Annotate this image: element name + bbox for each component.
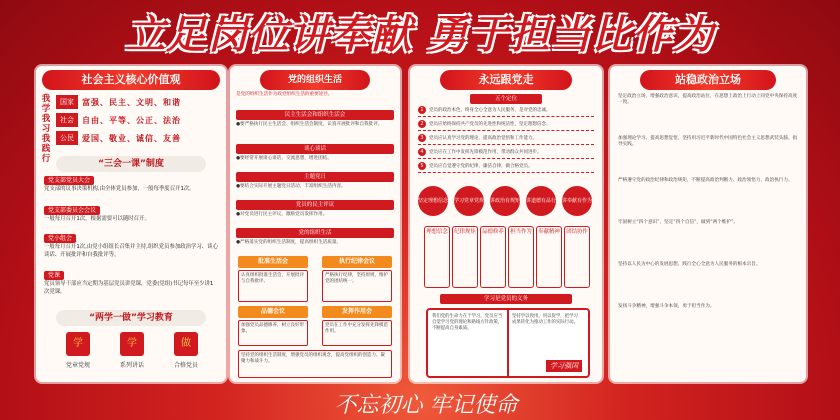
panel-core-values	[36, 66, 226, 382]
five-item: 3 党员应认真学习党的理论，提高政治觉悟和工作能力。	[418, 134, 594, 145]
liangxue-label: 合格党员	[173, 362, 198, 369]
item: 党小组会 一般每月召开1次,由党小组组长召集并主持,组织党员参加政治学习、谈心谈话、开展批评和自我批评等。	[44, 235, 218, 258]
value-row: 国家 富强、民主、文明、和谐	[56, 94, 181, 110]
side-text: 我学我习我践行	[41, 94, 51, 164]
study-badge: 学习强国	[546, 360, 582, 372]
liangxue-title: “两学一做”学习教育	[56, 310, 206, 326]
section-bar: 民主生活会和组织生活会	[236, 110, 394, 120]
section-bar: 党的组织生活	[236, 228, 394, 238]
zuo-icon: 做	[174, 332, 198, 356]
paragraph: 坚持以人民为中心的发展思想，践行全心全意为人民服务的根本宗旨。	[618, 262, 761, 267]
five-title: 五个定位	[470, 94, 542, 104]
intro-text: 是党的组织生活作为政党组织生活的重要途径。	[236, 92, 333, 97]
orange-tag: 品德会议	[238, 306, 308, 318]
orange-tag: 发挥作用会	[322, 306, 392, 318]
item: 党课 党员领导干部应当定期为基层党员讲党课，党委(党组)书记每年至少讲1次党课。	[44, 272, 214, 295]
book-title: 学习是党员的义务	[440, 294, 572, 304]
vertical-box: 奉献精神	[536, 226, 562, 288]
panel-follow-party	[410, 66, 602, 382]
paragraph: 加强理论学习，提高思想觉悟，坚持用习近平新时代中国特色社会主义思想武装头脑、指导实践。	[618, 136, 798, 148]
values-list	[56, 94, 181, 148]
value-row: 公民 爱国、敬业、诚信、友善	[56, 130, 181, 146]
circle-badge: 讲道德有品行	[526, 186, 556, 216]
xue-icon: 学	[120, 332, 144, 356]
item: 党支部委员会会议 一般每月召开1次，根据需要可以随时召开。	[44, 207, 150, 222]
paragraph: 严格遵守党的政治纪律和政治规矩，不断提高政治判断力、政治领悟力、政治执行力。	[618, 178, 793, 183]
vertical-box: 纪律规矩	[452, 226, 478, 288]
paragraph: 牢固树立“四个意识”，坚定“四个自信”，做到“两个维护”。	[618, 220, 738, 225]
section-bar: 主题党日	[236, 172, 394, 182]
panel-title: 党的组织生活	[260, 70, 370, 90]
panel-political-stance	[610, 66, 806, 382]
panel-title: 永远跟党走	[440, 70, 572, 90]
value-row: 社会 自由、平等、公正、法治	[56, 112, 181, 128]
panel-org-life: 党的组织生活 是党的组织生活作为政党组织生活的重要途径。 民主生活会和组织生活会 ●要严格执行民主生活会、组织生活会制度，认真开展批评和自我批评。 谈心谈话 ●要经常开展谈心谈话，交流思想，增进团结。 主题党日 ●要结合实际开展主题党日活动，丰富组织生活内容。 党员的民主评议 ●对党员进行民主评议，激励党员发挥作用。 党的组织生活 ●严格落实党的组织生活制度，提高组织生活质量。 批准生活会 执行纪律会议 认真组织批准生活会，开展批评与自我批评。 严格执行纪律，坚持原则，维护党的团结统一。 品德会议 发挥作用会 加强党员品德修养，树立良好形象。 党员在工作中充分发挥先锋模范作用。 坚持党的组织生活制度，增强党员的组织观念，提高党组织的创造力、凝聚力和战斗力。	[230, 66, 400, 382]
paragraph: 发扬斗争精神，增强斗争本领，勇于担当作为。	[618, 304, 715, 309]
five-item: 1 党员的政治本色，终身全心全意为人民服务，是对党的忠诚。	[418, 106, 594, 117]
circle-badge: 讲政治有规矩	[490, 186, 520, 216]
vertical-box: 团结协作	[564, 226, 590, 288]
page-title: 立足岗位讲奉献 勇于担当比作为	[125, 12, 715, 58]
slogan: 不忘初心 牢记使命	[334, 393, 518, 418]
five-item: 4 党员应在工作中发挥先锋模范作用，带动群众共同进步。	[418, 148, 594, 159]
liangxue-label: 党章党规	[65, 362, 90, 369]
sanhui-title: “三会一课”制度	[56, 156, 206, 172]
vertical-box: 担当作为	[508, 226, 534, 288]
orange-tag: 批准生活会	[238, 256, 308, 268]
five-item: 2 党员应始终保持共产党员的先进性和纯洁性，坚定理想信念。	[418, 120, 594, 131]
circle-badge: 坚定理想信念	[418, 186, 448, 216]
vertical-box: 理想信念	[424, 226, 450, 288]
liangxue-label: 系列讲话	[119, 362, 144, 369]
vertical-box: 品德修养	[480, 226, 506, 288]
paragraph: 坚定政治立场，增强政治意识，提高政治站位，在思想上政治上行动上同党中央保持高度一致。	[618, 94, 798, 106]
five-item: 5 党员应自觉遵守党的纪律，廉洁自律，做合格党员。	[418, 162, 594, 173]
circle-badge: 讲奉献有作为	[562, 186, 592, 216]
circle-badge: 学习党章党规	[454, 186, 484, 216]
orange-tag: 执行纪律会议	[322, 256, 392, 268]
book-illustration: 我们党的生命力在于学习，党员应当自觉学习党的理论和路线方针政策，不断提高自身素质。 坚持学以致用、用以促学，把学习成果转化为推动工作的实际行动。 学习强国	[426, 308, 590, 378]
panel-title: 站稳政治立场	[640, 70, 776, 90]
panel-title: 社会主义核心价值观	[42, 70, 220, 90]
section-bar: 谈心谈话	[236, 144, 394, 154]
item: 党支部党员大会 党支部的议事决策机构,由全体党员参加，一般每季度召开1次。	[44, 177, 195, 192]
section-bar: 党员的民主评议	[236, 200, 394, 210]
xue-icon: 学	[66, 332, 90, 356]
